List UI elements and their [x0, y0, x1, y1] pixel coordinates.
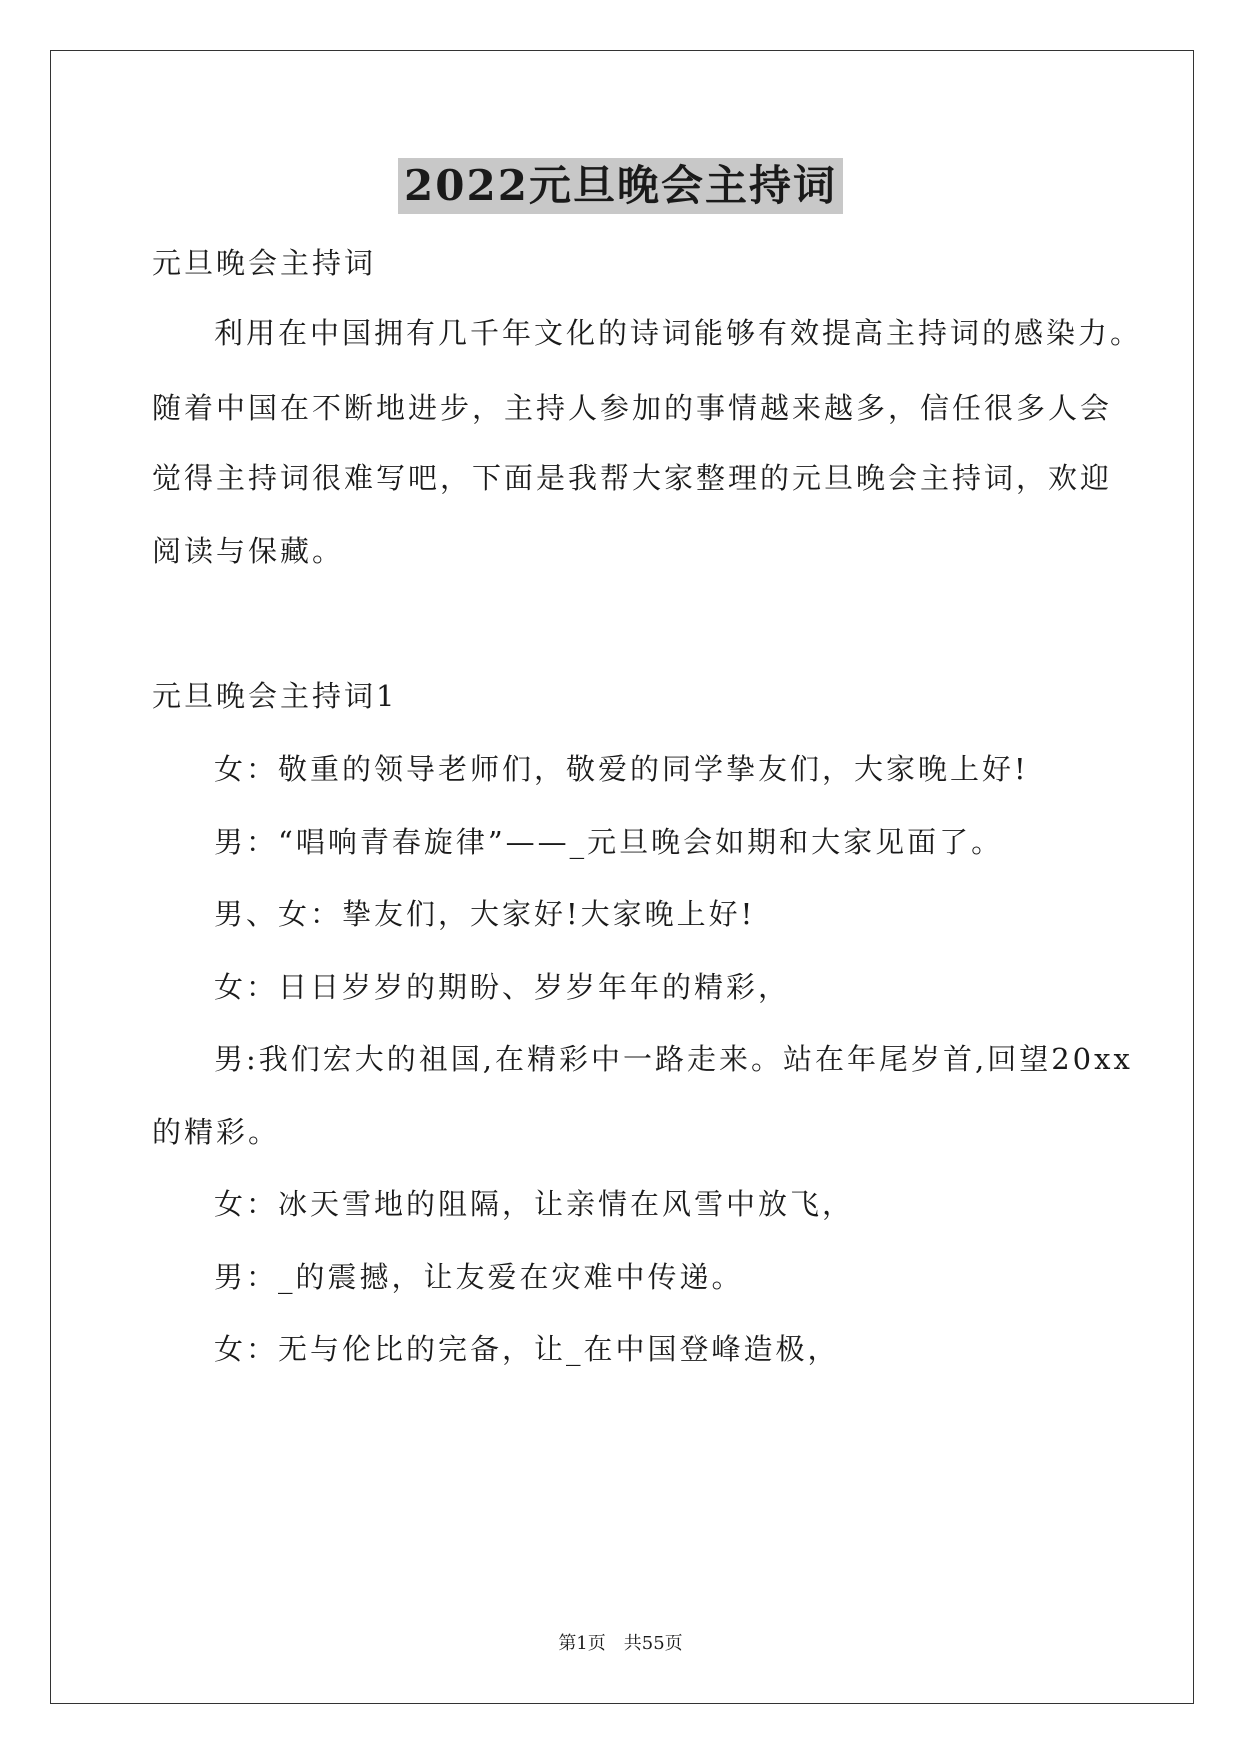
section-heading: 元旦晚会主持词1	[152, 679, 398, 713]
section-heading: 元旦晚会主持词	[152, 246, 377, 280]
paragraph-line: 阅读与保藏。	[152, 534, 345, 568]
document-title: 2022元旦晚会主持词	[398, 158, 843, 214]
dialogue-line: 男、女：挚友们，大家好!大家晚上好!	[214, 897, 756, 931]
paragraph-line: 觉得主持词很难写吧，下面是我帮大家整理的元旦晚会主持词，欢迎	[152, 461, 1113, 495]
dialogue-line: 女：冰天雪地的阻隔，让亲情在风雪中放飞，	[214, 1187, 855, 1221]
dialogue-line: 女：敬重的领导老师们，敬爱的同学挚友们，大家晚上好!	[214, 752, 1029, 786]
dialogue-line: 男：_的震撼，让友爱在灾难中传递。	[214, 1260, 744, 1294]
dialogue-line: 男：“唱响青春旋律”——_元旦晚会如期和大家见面了。	[214, 825, 1004, 859]
dialogue-line: 女：无与伦比的完备，让_在中国登峰造极，	[214, 1332, 840, 1366]
paragraph-line: 利用在中国拥有几千年文化的诗词能够有效提高主持词的感染力。	[214, 316, 1143, 350]
paragraph-line: 随着中国在不断地进步，主持人参加的事情越来越多，信任很多人会	[152, 391, 1113, 425]
page-border	[50, 50, 1194, 1704]
title-container	[0, 158, 1241, 214]
dialogue-line: 男:我们宏大的祖国,在精彩中一路走来。站在年尾岁首,回望20xx	[214, 1042, 1133, 1076]
dialogue-line: 的精彩。	[152, 1115, 281, 1149]
dialogue-line: 女：日日岁岁的期盼、岁岁年年的精彩，	[214, 970, 791, 1004]
page-number-footer: 第1页 共55页	[558, 1633, 683, 1654]
